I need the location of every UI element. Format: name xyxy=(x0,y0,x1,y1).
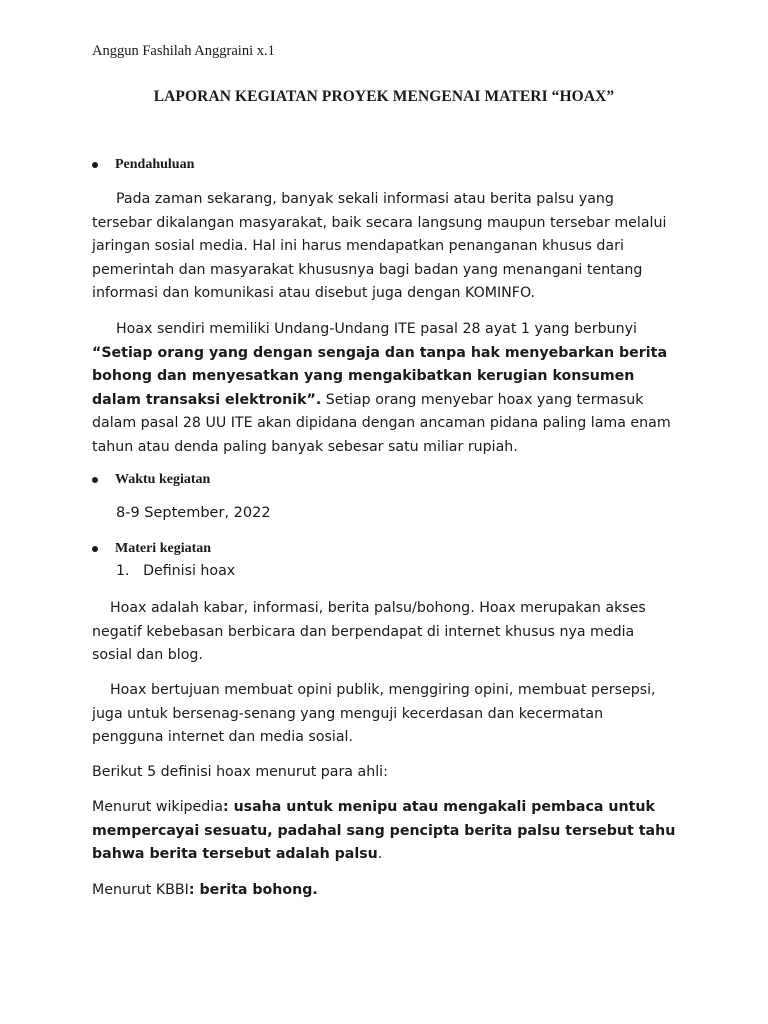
definition-colon: : xyxy=(188,882,200,898)
definition-text: usaha untuk menipu atau mengakali pembaca untuk mempercayai sesuatu, padahal sang pencipta berita palsu tersebut tahu bahwa berita tersebut adalah palsu xyxy=(92,799,676,862)
definition-source: Menurut KBBI xyxy=(92,882,189,898)
paragraph-kbbi-definition xyxy=(92,879,677,903)
paragraph-intro: Hoax sendiri memiliki Undang-Undang ITE pasal 28 ayat 1 yang berbunyi xyxy=(116,321,637,337)
section-heading-materi xyxy=(92,541,211,557)
paragraph-wikipedia-definition xyxy=(92,796,677,867)
bullet-icon xyxy=(92,162,98,168)
paragraph-text: Hoax adalah kabar, informasi, berita palsu/bohong. Hoax merupakan akses negatif kebebasan berbicara dan berpendapat di internet khusus nya media sosial dan blog. xyxy=(92,600,646,663)
section-heading-pendahuluan xyxy=(92,157,194,173)
paragraph-rest: Setiap orang menyebar hoax yang termasuk dalam pasal 28 UU ITE akan dipidana dengan ancaman pidana paling lama enam tahun atau denda paling banyak sebesar satu miliar rupiah. xyxy=(92,391,671,455)
paragraph-materi-2 xyxy=(92,679,677,750)
section-heading-label: Materi kegiatan xyxy=(115,541,212,556)
definition-text: berita bohong. xyxy=(199,882,318,898)
activity-date: 8-9 September, 2022 xyxy=(116,505,271,521)
document-title: LAPORAN KEGIATAN PROYEK MENGENAI MATERI “HOAX” xyxy=(153,88,615,105)
paragraph-pendahuluan-1 xyxy=(92,188,677,306)
author-line: Anggun Fashilah Anggraini x.1 xyxy=(92,43,275,59)
bullet-icon xyxy=(92,477,98,483)
law-quote: “Setiap orang yang dengan sengaja dan tanpa hak menyebarkan berita bohong dan menyesatkan yang mengakibatkan kerugian konsumen dalam transaksi elektronik”. xyxy=(92,344,668,408)
paragraph-text: Berikut 5 definisi hoax menurut para ahli: xyxy=(92,764,388,780)
paragraph-materi-1 xyxy=(92,597,677,668)
definition-colon: : xyxy=(222,799,234,815)
definition-source: Menurut wikipedia xyxy=(92,799,223,815)
paragraph-materi-3 xyxy=(92,761,677,785)
section-heading-waktu xyxy=(92,472,210,488)
paragraph-text: Hoax bertujuan membuat opini publik, menggiring opini, membuat persepsi, juga untuk bersenag-senang yang menguji kecerdasan dan kecermatan pengguna internet dan media sosial. xyxy=(92,682,656,745)
bullet-icon xyxy=(92,546,98,552)
definition-end: . xyxy=(377,846,383,862)
paragraph-text: Pada zaman sekarang, banyak sekali informasi atau berita palsu yang tersebar dikalangan masyarakat, baik secara langsung maupun tersebar melalui jaringan sosial media. Hal ini harus mendapatkan penanganan khusus dari pemerintah dan masyarakat khususnya bagi badan yang menangani tentang informasi dan komunikasi atau disebut juga dengan KOMINFO. xyxy=(92,191,667,301)
numbered-item-1: 1. Definisi hoax xyxy=(116,563,236,579)
section-heading-label: Waktu kegiatan xyxy=(115,472,211,487)
paragraph-pendahuluan-2 xyxy=(92,318,677,459)
section-heading-label: Pendahuluan xyxy=(115,157,195,172)
